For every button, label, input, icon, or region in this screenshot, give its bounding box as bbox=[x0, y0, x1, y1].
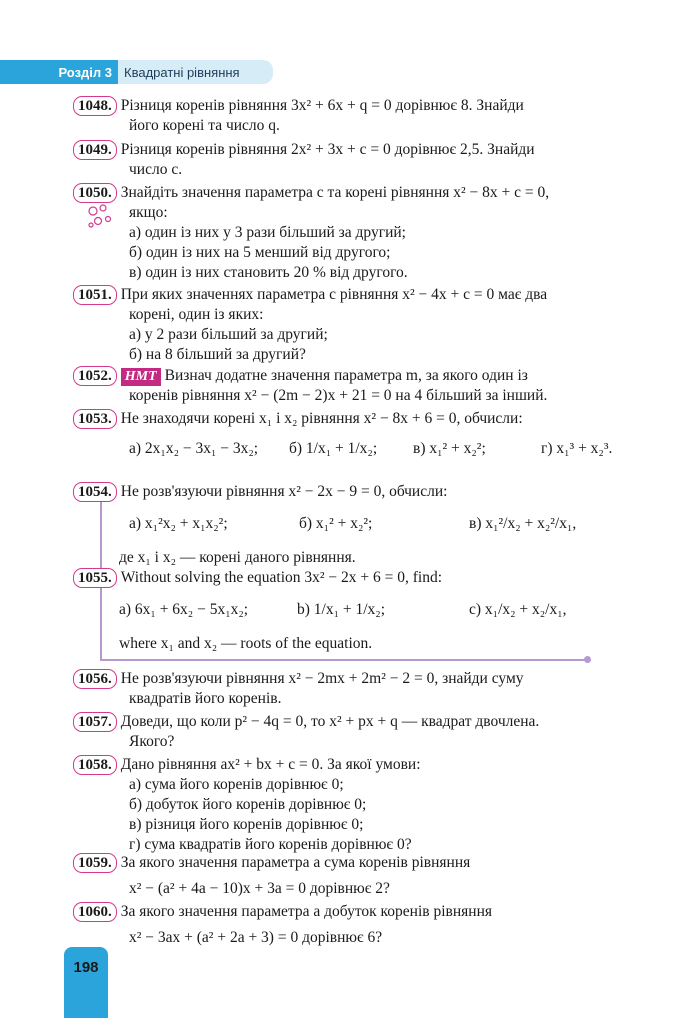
problem-1056 bbox=[73, 669, 645, 709]
problem-1054 bbox=[73, 482, 645, 568]
nmt-badge: НМТ bbox=[121, 368, 161, 386]
page-number: 198 bbox=[64, 947, 108, 1018]
problem-text: його корені та число q. bbox=[129, 117, 280, 134]
problem-number: 1053. bbox=[73, 409, 117, 429]
subitem-b: б) на 8 більший за другий? bbox=[129, 346, 306, 363]
problem-text: Різниця коренів рівняння 3x² + 6x + q = 0 дорівнює 8. Знайди bbox=[120, 97, 524, 114]
problem-number: 1056. bbox=[73, 669, 117, 689]
problem-text: де x₁ і x₂ — корені даного рівняння. bbox=[119, 549, 356, 566]
problem-1060 bbox=[73, 902, 645, 948]
problem-text: коренів рівняння x² − (2m − 2)x + 21 = 0 на 4 більший за інший. bbox=[129, 387, 548, 404]
problem-number: 1054. bbox=[73, 482, 117, 502]
problem-number: 1050. bbox=[73, 183, 117, 203]
problem-text: Without solving the equation 3x² − 2x + 6 = 0, find: bbox=[120, 569, 443, 586]
problem-number: 1049. bbox=[73, 140, 117, 160]
problem-number: 1048. bbox=[73, 96, 117, 116]
problem-1055 bbox=[73, 568, 645, 654]
problem-1057 bbox=[73, 712, 645, 752]
option-d: г) x₁³ + x₂³. bbox=[541, 440, 613, 457]
problem-text: Різниця коренів рівняння 2x² + 3x + c = 0 дорівнює 2,5. Знайди bbox=[120, 141, 535, 158]
option-a: a) 6x₁ + 6x₂ − 5x₁x₂; bbox=[119, 601, 249, 618]
subitem-c: в) один із них становить 20 % від другого. bbox=[129, 264, 408, 281]
subitem-b: б) добуток його коренів дорівнює 0; bbox=[129, 796, 367, 813]
problem-text: Не розв'язуючи рівняння x² − 2x − 9 = 0, обчисли: bbox=[120, 483, 448, 500]
problem-text: x² − 3ax + (a² + 2a + 3) = 0 дорівнює 6? bbox=[129, 929, 383, 946]
problem-text: При яких значеннях параметра c рівняння x² − 4x + c = 0 має два bbox=[120, 286, 548, 303]
option-b: б) 1/x₁ + 1/x₂; bbox=[289, 440, 378, 457]
problem-1049 bbox=[73, 140, 645, 180]
problem-text: За якого значення параметра a сума коренів рівняння bbox=[120, 854, 471, 871]
problem-text: Якого? bbox=[129, 733, 175, 750]
group-bracket-bottom bbox=[100, 659, 586, 661]
problem-text: Знайдіть значення параметра c та корені рівняння x² − 8x + c = 0, bbox=[120, 184, 550, 201]
problem-text: Доведи, що коли p² − 4q = 0, то x² + px + q — квадрат двочлена. bbox=[120, 713, 540, 730]
option-c: в) x₁² + x₂²; bbox=[413, 440, 486, 457]
bracket-end-dot bbox=[584, 656, 591, 663]
problem-1053 bbox=[73, 409, 645, 483]
problem-text: where x₁ and x₂ — roots of the equation. bbox=[119, 635, 373, 652]
option-c: c) x₁/x₂ + x₂/x₁, bbox=[469, 601, 567, 618]
problem-text: число c. bbox=[129, 161, 183, 178]
problem-text: квадратів його коренів. bbox=[129, 690, 282, 707]
problem-number: 1051. bbox=[73, 285, 117, 305]
problem-text: Визнач додатне значення параметра m, за якого один із bbox=[164, 367, 528, 384]
option-a: а) 2x₁x₂ − 3x₁ − 3x₂; bbox=[129, 440, 259, 457]
problem-text: Не розв'язуючи рівняння x² − 2mx + 2m² − 2 = 0, знайди суму bbox=[120, 670, 524, 687]
problem-text: якщо: bbox=[129, 204, 168, 221]
problem-text: корені, один із яких: bbox=[129, 306, 264, 323]
problem-number: 1052. bbox=[73, 366, 117, 386]
problem-text: x² − (a² + 4a − 10)x + 3a = 0 дорівнює 2? bbox=[129, 880, 390, 897]
subitem-a: а) сума його коренів дорівнює 0; bbox=[129, 776, 344, 793]
subitem-a: а) у 2 рази більший за другий; bbox=[129, 326, 328, 343]
problem-number: 1059. bbox=[73, 853, 117, 873]
subitem-d: г) сума квадратів його коренів дорівнює 0? bbox=[129, 836, 412, 853]
problem-text: Дано рівняння ax² + bx + c = 0. За якої умови: bbox=[120, 756, 421, 773]
option-b: b) 1/x₁ + 1/x₂; bbox=[297, 601, 386, 618]
option-b: б) x₁² + x₂²; bbox=[299, 515, 373, 532]
problem-1050 bbox=[73, 183, 645, 283]
problem-text: За якого значення параметра a добуток коренів рівняння bbox=[120, 903, 492, 920]
problem-1051 bbox=[73, 285, 645, 365]
problem-number: 1058. bbox=[73, 755, 117, 775]
problem-number: 1055. bbox=[73, 568, 117, 588]
subitem-b: б) один із них на 5 менший від другого; bbox=[129, 244, 391, 261]
option-c: в) x₁²/x₂ + x₂²/x₁, bbox=[469, 515, 577, 532]
problem-number: 1057. bbox=[73, 712, 117, 732]
subitem-a: а) один із них у 3 рази більший за другий; bbox=[129, 224, 406, 241]
subitem-c: в) різниця його коренів дорівнює 0; bbox=[129, 816, 364, 833]
problem-text: Не знаходячи корені x₁ і x₂ рівняння x² − 8x + 6 = 0, обчисли: bbox=[120, 410, 523, 427]
problem-1048 bbox=[73, 96, 645, 136]
option-a: а) x₁²x₂ + x₁x₂²; bbox=[129, 515, 228, 532]
section-label: Розділ 3 bbox=[0, 60, 118, 84]
section-title: Квадратні рівняння bbox=[118, 60, 273, 84]
problem-1052 bbox=[73, 366, 645, 406]
problem-1058 bbox=[73, 755, 645, 855]
problem-1059 bbox=[73, 853, 645, 899]
problem-number: 1060. bbox=[73, 902, 117, 922]
section-header bbox=[0, 60, 273, 84]
